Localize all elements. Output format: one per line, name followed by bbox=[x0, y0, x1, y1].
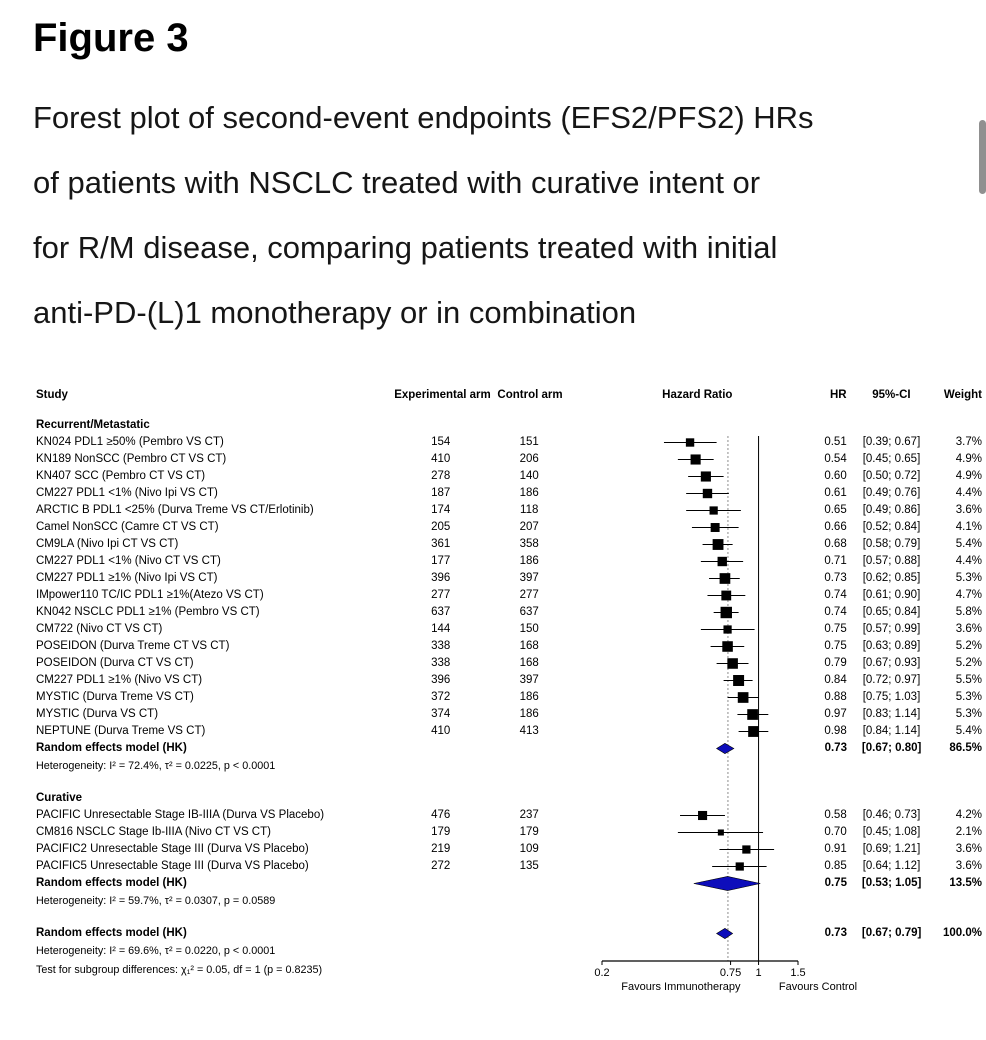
experimental-n: 410 bbox=[431, 453, 451, 465]
pooled-hr: 0.73 bbox=[824, 742, 847, 754]
hr-value: 0.91 bbox=[824, 843, 847, 855]
ci-marker bbox=[599, 553, 795, 570]
ci-marker bbox=[599, 841, 795, 858]
col-header-control-arm: Control arm bbox=[497, 389, 563, 401]
caption-line: of patients with NSCLC treated with curative intent or bbox=[33, 165, 761, 200]
study-name: CM227 PDL1 ≥1% (Nivo VS CT) bbox=[36, 674, 203, 686]
hr-plot-cell bbox=[599, 587, 795, 604]
pooled-ci: [0.53; 1.05] bbox=[861, 877, 922, 889]
weight-value: 4.9% bbox=[955, 453, 982, 465]
weight-value: 3.6% bbox=[955, 843, 982, 855]
hr-plot-cell bbox=[599, 841, 795, 858]
favours-right-label: Favours Control bbox=[778, 981, 858, 993]
experimental-n: 277 bbox=[431, 589, 451, 601]
hr-value: 0.73 bbox=[824, 572, 847, 584]
ci-value: [0.64; 1.12] bbox=[862, 860, 921, 872]
study-name: NEPTUNE (Durva Treme VS CT) bbox=[36, 725, 206, 737]
hr-value: 0.75 bbox=[824, 640, 847, 652]
control-n: 135 bbox=[519, 860, 539, 872]
study-name: MYSTIC (Durva Treme VS CT) bbox=[36, 691, 194, 703]
weight-value: 5.3% bbox=[955, 572, 982, 584]
study-row bbox=[36, 672, 982, 689]
ci-marker bbox=[599, 519, 795, 536]
ci-value: [0.57; 0.88] bbox=[862, 555, 921, 567]
hr-plot-cell bbox=[599, 672, 795, 689]
ci-marker bbox=[599, 858, 795, 875]
experimental-n: 396 bbox=[431, 674, 451, 686]
study-name: IMpower110 TC/IC PDL1 ≥1%(Atezo VS CT) bbox=[36, 589, 264, 601]
axis-tick-label: 1.5 bbox=[790, 967, 806, 979]
hr-plot-cell bbox=[599, 570, 795, 587]
ci-value: [0.45; 1.08] bbox=[862, 826, 921, 838]
pooled-label: Random effects model (HK) bbox=[36, 877, 187, 889]
pooled-diamond bbox=[599, 740, 795, 757]
study-row bbox=[36, 536, 982, 553]
study-name: MYSTIC (Durva VS CT) bbox=[36, 708, 159, 720]
control-n: 179 bbox=[519, 826, 539, 838]
pooled-label: Random effects model (HK) bbox=[36, 927, 187, 939]
col-header-experimental-arm: Experimental arm bbox=[394, 389, 491, 401]
control-n: 168 bbox=[519, 657, 539, 669]
weight-value: 4.9% bbox=[955, 470, 982, 482]
pooled-ci: [0.67; 0.79] bbox=[861, 927, 922, 939]
experimental-n: 338 bbox=[431, 640, 451, 652]
axis-tick-label: 0.75 bbox=[719, 967, 742, 979]
forest-rows bbox=[36, 417, 982, 980]
study-name: CM9LA (Nivo Ipi CT VS CT) bbox=[36, 538, 179, 550]
hr-value: 0.58 bbox=[824, 809, 847, 821]
control-n: 109 bbox=[519, 843, 539, 855]
control-n: 277 bbox=[519, 589, 539, 601]
study-name: CM227 PDL1 ≥1% (Nivo Ipi VS CT) bbox=[36, 572, 218, 584]
experimental-n: 272 bbox=[431, 860, 451, 872]
ci-value: [0.57; 0.99] bbox=[862, 623, 921, 635]
experimental-n: 154 bbox=[431, 436, 451, 448]
weight-value: 3.6% bbox=[955, 860, 982, 872]
hr-plot-cell bbox=[599, 451, 795, 468]
group-label: Curative bbox=[36, 792, 83, 804]
control-n: 637 bbox=[519, 606, 539, 618]
ci-marker bbox=[599, 672, 795, 689]
study-row bbox=[36, 468, 982, 485]
heterogeneity-row bbox=[36, 892, 982, 911]
control-n: 168 bbox=[519, 640, 539, 652]
study-name: POSEIDON (Durva Treme CT VS CT) bbox=[36, 640, 230, 652]
hr-plot-cell bbox=[599, 824, 795, 841]
ci-marker bbox=[599, 807, 795, 824]
hr-plot-cell bbox=[599, 604, 795, 621]
study-row bbox=[36, 502, 982, 519]
weight-value: 5.3% bbox=[955, 708, 982, 720]
ci-marker bbox=[599, 536, 795, 553]
experimental-n: 410 bbox=[431, 725, 451, 737]
study-name: CM816 NSCLC Stage Ib-IIIA (Nivo CT VS CT) bbox=[36, 826, 271, 838]
study-row bbox=[36, 451, 982, 468]
study-row bbox=[36, 655, 982, 672]
control-n: 206 bbox=[519, 453, 539, 465]
hr-value: 0.70 bbox=[824, 826, 847, 838]
weight-value: 4.2% bbox=[955, 809, 982, 821]
ci-value: [0.83; 1.14] bbox=[862, 708, 921, 720]
hr-plot-cell bbox=[599, 858, 795, 875]
control-n: 397 bbox=[519, 674, 539, 686]
axis-tick-label: 0.2 bbox=[594, 967, 610, 979]
experimental-n: 174 bbox=[431, 504, 451, 516]
hr-value: 0.61 bbox=[824, 487, 847, 499]
ci-value: [0.52; 0.84] bbox=[862, 521, 921, 533]
weight-value: 5.2% bbox=[955, 657, 982, 669]
hr-value: 0.85 bbox=[824, 860, 847, 872]
hr-plot-cell bbox=[599, 723, 795, 740]
hr-value: 0.74 bbox=[824, 606, 847, 618]
pooled-hr: 0.75 bbox=[824, 877, 847, 889]
hr-plot-cell bbox=[599, 706, 795, 723]
experimental-n: 144 bbox=[431, 623, 451, 635]
heterogeneity-note: Heterogeneity: I² = 69.6%, τ² = 0.0220, p < 0.0001 bbox=[36, 945, 276, 957]
study-row bbox=[36, 587, 982, 604]
weight-value: 4.4% bbox=[955, 487, 982, 499]
ci-value: [0.45; 0.65] bbox=[862, 453, 921, 465]
figure-label: Figure 3 bbox=[33, 16, 189, 60]
ci-value: [0.69; 1.21] bbox=[862, 843, 921, 855]
control-n: 397 bbox=[519, 572, 539, 584]
study-name: ARCTIC B PDL1 <25% (Durva Treme VS CT/Erlotinib) bbox=[36, 504, 314, 516]
ci-marker bbox=[599, 604, 795, 621]
study-row bbox=[36, 519, 982, 536]
hr-value: 0.65 bbox=[824, 504, 847, 516]
study-row bbox=[36, 621, 982, 638]
pooled-row bbox=[36, 925, 982, 942]
ci-marker bbox=[599, 621, 795, 638]
study-row bbox=[36, 604, 982, 621]
control-n: 150 bbox=[519, 623, 539, 635]
control-n: 140 bbox=[519, 470, 539, 482]
study-name: KN024 PDL1 ≥50% (Pembro VS CT) bbox=[36, 436, 224, 448]
table-header bbox=[36, 389, 982, 407]
pooled-weight: 13.5% bbox=[949, 877, 982, 889]
ci-marker bbox=[599, 706, 795, 723]
group-label-row bbox=[36, 790, 982, 807]
pooled-diamond-cell bbox=[599, 925, 795, 942]
hr-value: 0.84 bbox=[824, 674, 847, 686]
weight-value: 5.5% bbox=[955, 674, 982, 686]
ci-marker bbox=[599, 502, 795, 519]
weight-value: 3.6% bbox=[955, 623, 982, 635]
study-row bbox=[36, 706, 982, 723]
col-header-ci: 95%-CI bbox=[872, 389, 911, 401]
hr-value: 0.97 bbox=[824, 708, 847, 720]
hr-value: 0.54 bbox=[824, 453, 847, 465]
col-header-hr: HR bbox=[830, 389, 847, 401]
ci-value: [0.72; 0.97] bbox=[862, 674, 921, 686]
scrollbar-thumb[interactable] bbox=[979, 120, 986, 194]
control-n: 186 bbox=[519, 487, 539, 499]
pooled-label: Random effects model (HK) bbox=[36, 742, 187, 754]
caption-line: for R/M disease, comparing patients treated with initial bbox=[33, 230, 778, 265]
weight-value: 5.3% bbox=[955, 691, 982, 703]
study-row bbox=[36, 689, 982, 706]
hr-plot-cell bbox=[599, 502, 795, 519]
pooled-ci: [0.67; 0.80] bbox=[861, 742, 922, 754]
ci-value: [0.46; 0.73] bbox=[862, 809, 921, 821]
experimental-n: 177 bbox=[431, 555, 451, 567]
favours-left-label: Favours Immunotherapy bbox=[621, 981, 741, 993]
study-name: KN407 SCC (Pembro CT VS CT) bbox=[36, 470, 206, 482]
hr-plot-cell bbox=[599, 553, 795, 570]
pooled-row bbox=[36, 875, 982, 892]
hr-value: 0.60 bbox=[824, 470, 847, 482]
experimental-n: 278 bbox=[431, 470, 451, 482]
hr-plot-cell bbox=[599, 689, 795, 706]
ci-marker bbox=[599, 689, 795, 706]
ci-value: [0.49; 0.86] bbox=[862, 504, 921, 516]
ci-marker bbox=[599, 638, 795, 655]
weight-value: 5.2% bbox=[955, 640, 982, 652]
study-row bbox=[36, 723, 982, 740]
hr-value: 0.74 bbox=[824, 589, 847, 601]
ci-marker bbox=[599, 434, 795, 451]
study-row bbox=[36, 824, 982, 841]
study-name: CM227 PDL1 <1% (Nivo Ipi VS CT) bbox=[36, 487, 218, 499]
subgroup-test-row bbox=[36, 961, 982, 980]
experimental-n: 187 bbox=[431, 487, 451, 499]
ci-value: [0.75; 1.03] bbox=[862, 691, 921, 703]
hr-plot-cell bbox=[599, 621, 795, 638]
experimental-n: 205 bbox=[431, 521, 451, 533]
forest-plot bbox=[36, 389, 982, 993]
weight-value: 5.4% bbox=[955, 538, 982, 550]
study-name: Camel NonSCC (Camre CT VS CT) bbox=[36, 521, 219, 533]
figure-page bbox=[0, 16, 986, 993]
ci-marker bbox=[599, 723, 795, 740]
study-row bbox=[36, 570, 982, 587]
hr-value: 0.79 bbox=[824, 657, 847, 669]
study-name: PACIFIC5 Unresectable Stage III (Durva VS Placebo) bbox=[36, 860, 309, 872]
control-n: 118 bbox=[520, 504, 539, 516]
study-name: CM722 (Nivo CT VS CT) bbox=[36, 623, 163, 635]
ci-value: [0.67; 0.93] bbox=[862, 657, 921, 669]
ci-marker bbox=[599, 587, 795, 604]
pooled-hr: 0.73 bbox=[824, 927, 847, 939]
experimental-n: 219 bbox=[431, 843, 451, 855]
pooled-diamond-cell bbox=[599, 740, 795, 757]
ci-marker bbox=[599, 485, 795, 502]
experimental-n: 372 bbox=[431, 691, 451, 703]
ci-value: [0.39; 0.67] bbox=[862, 436, 921, 448]
heterogeneity-row bbox=[36, 942, 982, 961]
hr-value: 0.68 bbox=[824, 538, 847, 550]
hr-plot-cell bbox=[599, 519, 795, 536]
hr-value: 0.75 bbox=[824, 623, 847, 635]
hr-value: 0.51 bbox=[824, 436, 847, 448]
hr-plot-cell bbox=[599, 468, 795, 485]
hr-plot-cell bbox=[599, 434, 795, 451]
weight-value: 3.7% bbox=[955, 436, 982, 448]
study-name: PACIFIC Unresectable Stage IB-IIIA (Durva VS Placebo) bbox=[36, 809, 325, 821]
experimental-n: 637 bbox=[431, 606, 451, 618]
weight-value: 4.7% bbox=[955, 589, 982, 601]
control-n: 207 bbox=[519, 521, 539, 533]
hr-value: 0.71 bbox=[824, 555, 847, 567]
pooled-weight: 86.5% bbox=[949, 742, 982, 754]
study-row bbox=[36, 434, 982, 451]
study-row bbox=[36, 858, 982, 875]
study-row bbox=[36, 553, 982, 570]
control-n: 237 bbox=[519, 809, 539, 821]
study-name: KN042 NSCLC PDL1 ≥1% (Pembro VS CT) bbox=[36, 606, 260, 618]
ci-value: [0.61; 0.90] bbox=[862, 589, 921, 601]
pooled-diamond-cell bbox=[599, 875, 795, 892]
ci-value: [0.63; 0.89] bbox=[862, 640, 921, 652]
experimental-n: 361 bbox=[431, 538, 451, 550]
heterogeneity-row bbox=[36, 757, 982, 776]
pooled-weight: 100.0% bbox=[942, 927, 982, 939]
experimental-n: 476 bbox=[431, 809, 451, 821]
study-row bbox=[36, 841, 982, 858]
weight-value: 2.1% bbox=[955, 826, 982, 838]
pooled-row bbox=[36, 740, 982, 757]
weight-value: 3.6% bbox=[955, 504, 982, 516]
axis-tick-label: 1 bbox=[755, 967, 762, 979]
study-row bbox=[36, 485, 982, 502]
study-name: KN189 NonSCC (Pembro CT VS CT) bbox=[36, 453, 227, 465]
hr-plot-cell bbox=[599, 536, 795, 553]
study-name: POSEIDON (Durva CT VS CT) bbox=[36, 657, 194, 669]
weight-value: 5.8% bbox=[955, 606, 982, 618]
control-n: 186 bbox=[519, 555, 539, 567]
ci-value: [0.58; 0.79] bbox=[862, 538, 921, 550]
study-name: PACIFIC2 Unresectable Stage III (Durva VS Placebo) bbox=[36, 843, 309, 855]
experimental-n: 179 bbox=[431, 826, 451, 838]
hr-value: 0.88 bbox=[824, 691, 847, 703]
ci-marker bbox=[599, 570, 795, 587]
ci-value: [0.50; 0.72] bbox=[862, 470, 921, 482]
ci-value: [0.49; 0.76] bbox=[862, 487, 921, 499]
ci-value: [0.62; 0.85] bbox=[862, 572, 921, 584]
group-label-row bbox=[36, 417, 982, 434]
control-n: 358 bbox=[519, 538, 539, 550]
ci-marker bbox=[599, 451, 795, 468]
study-row bbox=[36, 807, 982, 824]
caption-line: Forest plot of second-event endpoints (EFS2/PFS2) HRs bbox=[33, 100, 814, 135]
figure-caption bbox=[33, 85, 956, 345]
pooled-diamond bbox=[599, 925, 795, 942]
hr-plot-cell bbox=[599, 655, 795, 672]
weight-value: 4.4% bbox=[955, 555, 982, 567]
pooled-diamond bbox=[599, 875, 795, 892]
hr-value: 0.66 bbox=[824, 521, 847, 533]
ci-marker bbox=[599, 655, 795, 672]
ci-marker bbox=[599, 468, 795, 485]
hr-plot-cell bbox=[599, 485, 795, 502]
experimental-n: 396 bbox=[431, 572, 451, 584]
hr-value: 0.98 bbox=[824, 725, 847, 737]
control-n: 151 bbox=[519, 436, 539, 448]
hr-plot-cell bbox=[599, 807, 795, 824]
ci-marker bbox=[599, 824, 795, 841]
heterogeneity-note: Heterogeneity: I² = 59.7%, τ² = 0.0307, p = 0.0589 bbox=[36, 895, 276, 907]
caption-line: anti-PD-(L)1 monotherapy or in combination bbox=[33, 295, 637, 330]
experimental-n: 338 bbox=[431, 657, 451, 669]
ci-value: [0.84; 1.14] bbox=[862, 725, 921, 737]
heterogeneity-note: Heterogeneity: I² = 72.4%, τ² = 0.0225, p < 0.0001 bbox=[36, 760, 276, 772]
col-header-hazard-ratio: Hazard Ratio bbox=[662, 389, 733, 401]
control-n: 413 bbox=[519, 725, 539, 737]
col-header-study: Study bbox=[36, 389, 68, 401]
group-label: Recurrent/Metastatic bbox=[36, 419, 150, 431]
ci-value: [0.65; 0.84] bbox=[862, 606, 921, 618]
experimental-n: 374 bbox=[431, 708, 451, 720]
control-n: 186 bbox=[519, 691, 539, 703]
study-row bbox=[36, 638, 982, 655]
weight-value: 4.1% bbox=[955, 521, 982, 533]
col-header-weight: Weight bbox=[943, 389, 982, 401]
hr-plot-cell bbox=[599, 638, 795, 655]
study-name: CM227 PDL1 <1% (Nivo CT VS CT) bbox=[36, 555, 221, 567]
control-n: 186 bbox=[519, 708, 539, 720]
weight-value: 5.4% bbox=[955, 725, 982, 737]
subgroup-test-note: Test for subgroup differences: χ₁² = 0.05, df = 1 (p = 0.8235) bbox=[36, 964, 323, 976]
